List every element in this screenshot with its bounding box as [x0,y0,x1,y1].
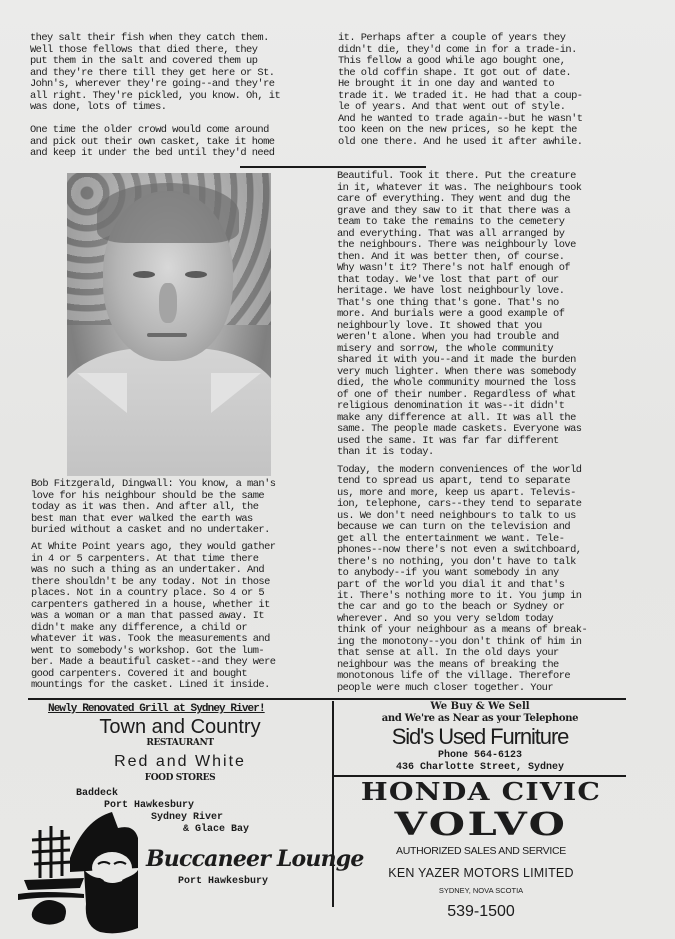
restaurant-name: Town and Country [99,716,261,738]
paragraph: it. Perhaps after a couple of years they didn't die, they'd come in for a trade-in. This fellow a good while ago bought one, the old coffin shape. It got out of date. He brought it in one day and wanted to trade it. We traded it. He had that a coup- le of years. And that went out of style. And he wanted to trade again--but he wasn't too keen on the new prices, so he kept the old one there. And he used it after awhile. [338,32,583,148]
motors-dealer-name: KEN YAZER MOTORS LIMITED [388,866,574,880]
location-4: & Glace Bay [183,824,250,835]
location-3: Sydney River [151,812,224,823]
ad-headline: Newly Renovated Grill at Sydney River! [48,703,265,715]
paragraph: Bob Fitzgerald, Dingwall: You know, a man's love for his neighbour should be the same today as it was then. And after all, the best man that ever walked the earth was buried without a casket and no undertaker. [31,478,276,536]
lounge-location: Port Hawkesbury [178,876,269,887]
lounge-name: Buccaneer Lounge [146,846,364,872]
motors-tagline: AUTHORIZED SALES AND SERVICE [396,845,566,857]
paragraph: One time the older crowd would come around and pick out their own casket, take it home and keep it under the bed until they'd need [30,124,275,159]
brand-honda-civic: HONDA CIVIC [360,777,602,806]
restaurant-subtitle: RESTAURANT [146,738,214,748]
pirate-illustration-icon [14,808,139,936]
paragraph: Today, the modern conveniences of the world tend to spread us apart, tend to separate us, more and more, keep us apart. Televis- ion, telephone, cars--they tend to separate us. We don't need neighbours to talk to us because we can turn on the television and get all the entertainment we want. Tele- phones--now there's not even a switchboard, there's no nothing, you don't have to talk to anybody--if you want somebody in any part of the world you dial it and that's it. There's nothing more to it. You jump in the car and go to the beach or Sydney or wherever. And so you very seldom today think of your neighbour as a means of break- ing the monotony--you don't think of him in that sense at all. In the old days your neighbour was the means of breaking the monotonous life of the village. Therefore people were much closer together. Your [337,464,588,694]
store-subtitle: FOOD STORES [144,773,216,783]
furniture-store-name: Sid's Used Furniture [391,724,569,749]
furniture-phone: Phone 564-6123 [437,750,522,761]
store-name: Red and White [114,753,246,770]
location-1: Baddeck [76,788,119,799]
motors-phone: 539-1500 [447,903,515,920]
ads-top-rule [28,698,626,700]
section-rule [240,166,426,168]
paragraph: Beautiful. Took it there. Put the creature in it, whatever it was. The neighbours took care of everything. They went and dug the grave and they saw to it that there was a team to take the remains to the cemetery and everything. That was all arranged by the neighbours. There was neighbourly love then. And it was better then, of course. Why wasn't it? There's not half enough of that today. We've lost that part of our heritage. We have lost neighbourly love. That's one thing that's gone. That's no more. And burials were a good example of neighbourly love. It showed that you weren't alone. When you had trouble and misery and sorrow, the whole community shared it with you--and it made the burden very much lighter. When there was somebody died, the whole community mourned the loss of one of their number. Regardless of what religious denomination it was--it didn't make any difference at all. It was all the same. The people made caskets. Everyone was used the same. It was far far different than it is today. [337,170,582,458]
portrait-photo [67,173,271,476]
motors-location: SYDNEY, NOVA SCOTIA [438,886,524,895]
brand-volvo: VOLVO [394,805,568,843]
paragraph: At White Point years ago, they would gather in 4 or 5 carpenters. At that time there was no such a thing as an undertaker. And there shouldn't be any today. Not in those places. Not in a country place. So 4 or 5 carpenters gathered in a house, whether it was a woman or a man that passed away. It didn't make any difference, a child or whatever it was. Took the measurements and went to somebody's workshop. Got the lum- ber. Made a beautiful casket--and they were good carpenters. Covered it and bought mountings for the casket. Lined it inside. [31,541,276,691]
paragraph: they salt their fish when they catch them. Well those fellows that died there, they put them in the salt and covered them up and they're there till they get here or St. John's, wherever they're going--and they're all right. They're pickled, you know. Oh, it was done, lots of times. [30,32,281,113]
location-2: Port Hawkesbury [104,800,195,811]
furniture-address: 436 Charlotte Street, Sydney [395,762,565,773]
furniture-line-1: We Buy & We Sell [430,701,530,712]
furniture-line-2: and We're as Near as your Telephone [381,713,579,724]
